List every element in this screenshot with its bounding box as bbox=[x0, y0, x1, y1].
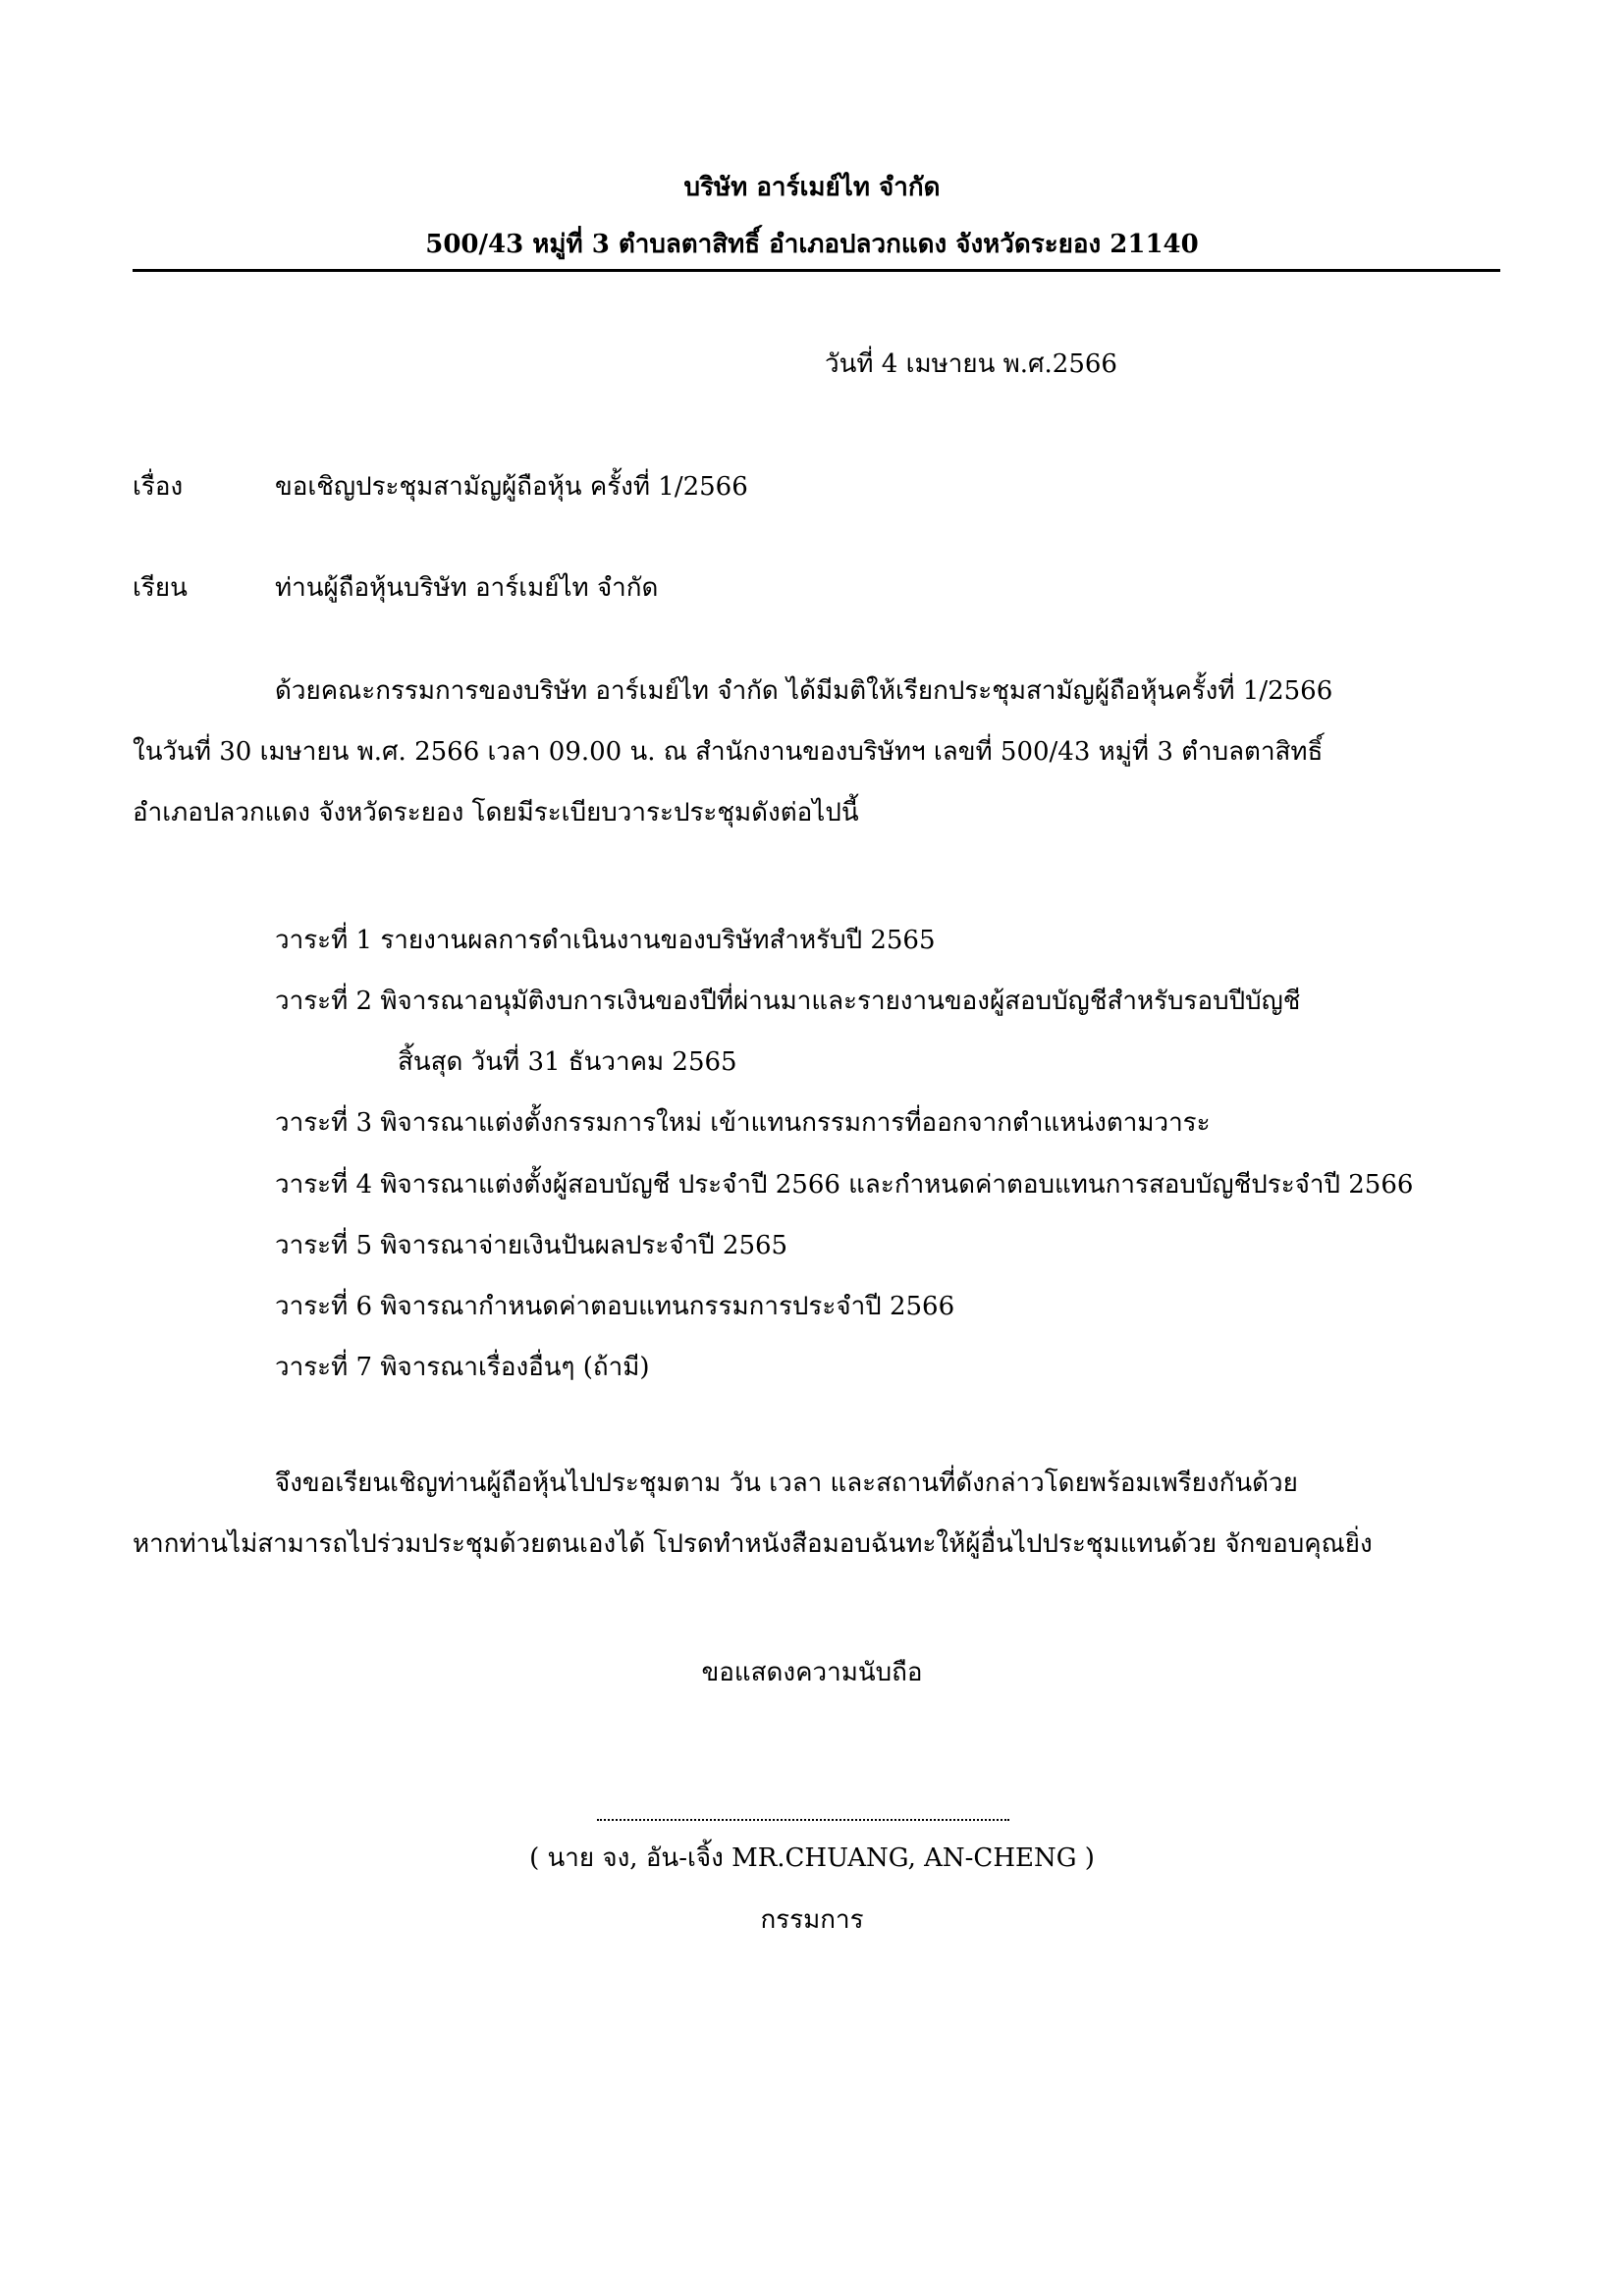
closing-line-1: จึงขอเรียนเชิญท่านผู้ถือหุ้นไปประชุมตาม วัน เวลา และสถานที่ดังกล่าวโดยพร้อมเพรียงกันด้วย bbox=[275, 1468, 1298, 1498]
agenda-item-2: วาระที่ 2 พิจารณาอนุมัติงบการเงินของปีที่ผ่านมาและรายงานของผู้สอบบัญชีสำหรับรอบปีบัญชี bbox=[275, 987, 1301, 1016]
intro-line-1: ด้วยคณะกรรมการของบริษัท อาร์เมย์ไท จำกัด ได้มีมติให้เรียกประชุมสามัญผู้ถือหุ้นครั้งที่ 1/2566 bbox=[275, 676, 1333, 706]
signatory-name: ( นาย จง, อัน-เจิ้ง MR.CHUANG, AN-CHENG ) bbox=[529, 1843, 1095, 1873]
agenda-item-3: วาระที่ 3 พิจารณาแต่งตั้งกรรมการใหม่ เข้าแทนกรรมการที่ออกจากตำแหน่งตามวาระ bbox=[275, 1108, 1211, 1138]
signatory-title: กรรมการ bbox=[760, 1905, 864, 1935]
letter-date: วันที่ 4 เมษายน พ.ศ.2566 bbox=[825, 349, 1117, 379]
company-address: 500/43 หมู่ที่ 3 ตำบลตาสิทธิ์ อำเภอปลวกแดง จังหวัดระยอง 21140 bbox=[425, 230, 1199, 259]
regards-text: ขอแสดงความนับถือ bbox=[701, 1658, 923, 1687]
recipient-label: เรียน bbox=[133, 573, 188, 603]
agenda-item-1: วาระที่ 1 รายงานผลการดำเนินงานของบริษัทสำหรับปี 2565 bbox=[275, 926, 936, 955]
agenda-item-5: วาระที่ 5 พิจารณาจ่ายเงินปันผลประจำปี 2565 bbox=[275, 1231, 788, 1260]
agenda-item-2-continued: สิ้นสุด วันที่ 31 ธันวาคม 2565 bbox=[398, 1047, 737, 1077]
subject-label: เรื่อง bbox=[133, 472, 184, 502]
recipient-text: ท่านผู้ถือหุ้นบริษัท อาร์เมย์ไท จำกัด bbox=[275, 573, 659, 603]
agenda-item-6: วาระที่ 6 พิจารณากำหนดค่าตอบแทนกรรมการประจำปี 2566 bbox=[275, 1292, 955, 1321]
agenda-item-7: วาระที่ 7 พิจารณาเรื่องอื่นๆ (ถ้ามี) bbox=[275, 1353, 650, 1382]
closing-line-2: หากท่านไม่สามารถไปร่วมประชุมด้วยตนเองได้ โปรดทำหนังสือมอบฉันทะให้ผู้อื่นไปประชุมแทนด้วย จักขอบคุณยิ่ง bbox=[133, 1529, 1373, 1559]
intro-line-2: ในวันที่ 30 เมษายน พ.ศ. 2566 เวลา 09.00 น. ณ สำนักงานของบริษัทฯ เลขที่ 500/43 หมู่ที่ 3 ตำบลตาสิทธิ์ bbox=[133, 737, 1324, 767]
intro-line-3: อำเภอปลวกแดง จังหวัดระยอง โดยมีระเบียบวาระประชุมดังต่อไปนี้ bbox=[133, 798, 859, 828]
agenda-item-4: วาระที่ 4 พิจารณาแต่งตั้งผู้สอบบัญชี ประจำปี 2566 และกำหนดค่าตอบแทนการสอบบัญชีประจำปี 2566 bbox=[275, 1170, 1414, 1200]
signature-line bbox=[597, 1819, 1009, 1821]
company-name: บริษัท อาร์เมย์ไท จำกัด bbox=[683, 173, 941, 202]
subject-text: ขอเชิญประชุมสามัญผู้ถือหุ้น ครั้งที่ 1/2566 bbox=[275, 472, 748, 502]
header-divider bbox=[133, 269, 1500, 272]
